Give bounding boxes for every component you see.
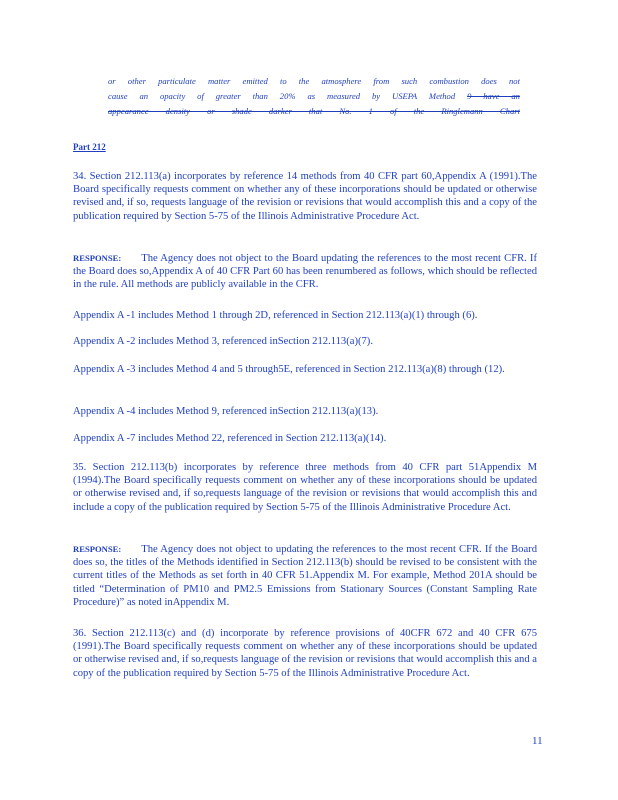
appendix-a7-line: Appendix A -7 includes Method 22, referenced in Section 212.113(a)(14). <box>73 433 387 444</box>
response-label-2: RESPONSE: <box>73 544 122 554</box>
part-heading: Part 212 <box>73 142 106 152</box>
response-2 <box>73 543 537 609</box>
quote-line-2 <box>108 89 520 104</box>
response-2-text: The Agency does not object to updating the references to the most recent CFR. If the Board does so, the titles of the Methods identified in Section 212.113(b) should be revised to be consistent with the current titles of the Methods as set forth in 40 CFR 51.Appendix M. For example, Method 201A should be titled “Determination of PM10 and PM2.5 Emissions from Stationary Sources (Constant Sampling Rate Procedure)” as noted inAppendix M. <box>73 544 537 608</box>
response-1 <box>73 252 537 292</box>
page-number: 11 <box>532 735 543 747</box>
quote-line-3-struck: appearance density or shade darker that No. 1 of the Ringlemann Chart <box>108 106 520 116</box>
appendix-a2-line: Appendix A -2 includes Method 3, referenced inSection 212.113(a)(7). <box>73 336 373 347</box>
quote-line-2-text: cause an opacity of greater than 20% as measured by USEPA Method <box>108 91 456 101</box>
response-1-text: The Agency does not object to the Board updating the references to the most recent CFR. If the Board does so,Appendix A of 40 CFR Part 60 has been renumbered as follows, which should be reflected in the rule. All methods are publicly available in the CFR. <box>73 253 537 291</box>
appendix-a1-line: Appendix A -1 includes Method 1 through 2D, referenced in Section 212.113(a)(1) through (6). <box>73 310 478 321</box>
paragraph-36: 36. Section 212.113(c) and (d) incorporate by reference provisions of 40CFR 672 and 40 CFR 675 (1991).The Board specifically requests comment on whether any of these incorporations should be updated or otherwise revised and, if so,requests language of the revision or revisions that would accomplish this and a copy of the publication required by Section 5-75 of the Illinois Administrative Procedure Act. <box>73 628 537 679</box>
quote-line-1: or other particulate matter emitted to the atmosphere from such combustion does not <box>108 76 520 86</box>
quote-line-2-struck: 9 have an <box>467 91 520 101</box>
appendix-a4-line: Appendix A -4 includes Method 9, referenced inSection 212.113(a)(13). <box>73 406 379 417</box>
quoted-rule-text <box>108 74 520 119</box>
appendix-a3-line: Appendix A -3 includes Method 4 and 5 through5E, referenced in Section 212.113(a)(8) through (12). <box>73 364 505 375</box>
response-label: RESPONSE: <box>73 253 122 263</box>
paragraph-35: 35. Section 212.113(b) incorporates by reference three methods from 40 CFR part 51Appendix M (1994).The Board specifically requests comment on whether any of these incorporations should be updated or otherwise revised and, if so,requests language of the revision or revisions that would accomplish this and include a copy of the publication required by Section 5-75 of the Illinois Administrative Procedure Act. <box>73 462 537 513</box>
paragraph-34: 34. Section 212.113(a) incorporates by reference 14 methods from 40 CFR part 60,Appendix A (1991).The Board specifically requests comment on whether any of these incorporations should be updated or otherwise revised and, if so, requests language of the revision or revisions that would accomplish this and a copy of the publication required by Section 5-75 of the Illinois Administrative Procedure Act. <box>73 171 537 222</box>
